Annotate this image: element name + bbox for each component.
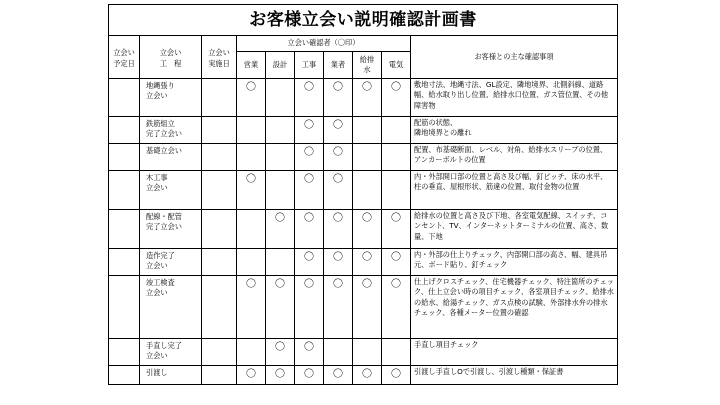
actual-date-cell — [202, 366, 237, 385]
confirmer-mark-cell — [237, 210, 266, 249]
confirmer-mark-cell — [324, 171, 353, 210]
scheduled-date-cell — [109, 339, 140, 366]
confirmer-mark-cell — [295, 339, 324, 366]
role-header: 給排 水 — [353, 52, 382, 79]
circle-mark: 〇 — [333, 147, 343, 158]
confirmer-mark-cell — [295, 249, 324, 276]
actual-date-cell — [202, 339, 237, 366]
confirmer-mark-cell — [266, 144, 295, 171]
table-row — [109, 117, 618, 144]
confirmer-mark-cell — [353, 117, 382, 144]
confirmer-mark-cell — [266, 79, 295, 117]
confirmer-mark-cell — [324, 339, 353, 366]
confirmer-mark-cell — [324, 117, 353, 144]
stage-cell: 鉄筋組立 完了立会い — [140, 117, 202, 144]
confirmer-mark-cell — [237, 117, 266, 144]
confirmer-mark-cell — [353, 144, 382, 171]
confirmer-mark-cell — [324, 79, 353, 117]
confirmer-mark-cell — [353, 339, 382, 366]
actual-date-cell — [202, 171, 237, 210]
circle-mark: 〇 — [333, 279, 343, 290]
circle-mark: 〇 — [333, 120, 343, 131]
circle-mark: 〇 — [391, 369, 401, 380]
scheduled-date-cell — [109, 366, 140, 385]
confirmer-mark-cell — [295, 144, 324, 171]
confirmer-mark-cell — [295, 276, 324, 339]
confirmer-mark-cell — [324, 276, 353, 339]
items-cell: 配置、布基礎断面、レベル、対角、給排水スリーブの位置、アンカーボルトの位置 — [411, 144, 618, 171]
circle-mark: 〇 — [362, 213, 372, 224]
confirmer-mark-cell — [324, 144, 353, 171]
confirmer-mark-cell — [237, 276, 266, 339]
confirmer-mark-cell — [324, 210, 353, 249]
stage-cell: 地縄張り 立会い — [140, 79, 202, 117]
confirmer-mark-cell — [266, 171, 295, 210]
stage-cell: 木工事 立会い — [140, 171, 202, 210]
actual-date-cell — [202, 276, 237, 339]
table-row — [109, 249, 618, 276]
circle-mark: 〇 — [333, 252, 343, 263]
stage-cell: 手直し完了 立会い — [140, 339, 202, 366]
confirmer-mark-cell — [266, 210, 295, 249]
role-header: 営業 — [237, 52, 266, 79]
actual-date-cell — [202, 210, 237, 249]
confirmer-mark-cell — [266, 339, 295, 366]
stage-cell: 配線・配管 完了立会い — [140, 210, 202, 249]
confirmer-mark-cell — [237, 366, 266, 385]
confirmer-mark-cell — [237, 249, 266, 276]
role-header: 設計 — [266, 52, 295, 79]
circle-mark: 〇 — [304, 213, 314, 224]
confirmer-mark-cell — [324, 366, 353, 385]
confirmer-mark-cell — [324, 249, 353, 276]
confirmer-mark-cell — [266, 366, 295, 385]
confirmer-mark-cell — [295, 171, 324, 210]
items-cell: 給排水の位置と高さ及び下地、各室電気配線、スイッチ、コンセント、TV、インターネットターミナルの位置、高さ、数量、下地 — [411, 210, 618, 249]
header-scheduled-date: 立会い 予定日 — [109, 36, 140, 79]
circle-mark: 〇 — [275, 213, 285, 224]
confirmer-mark-cell — [266, 249, 295, 276]
circle-mark: 〇 — [333, 174, 343, 185]
confirmer-mark-cell — [382, 366, 411, 385]
role-header: 工事 — [295, 52, 324, 79]
stage-cell: 引渡し — [140, 366, 202, 385]
role-header: 電気 — [382, 52, 411, 79]
plan-table — [108, 4, 618, 385]
scheduled-date-cell — [109, 210, 140, 249]
circle-mark: 〇 — [362, 369, 372, 380]
circle-mark: 〇 — [246, 369, 256, 380]
table-row — [109, 79, 618, 117]
table-row — [109, 366, 618, 385]
circle-mark: 〇 — [246, 174, 256, 185]
document-title: お客様立会い説明確認計画書 — [109, 5, 618, 36]
header-items: お客様との主な確認事項 — [411, 36, 618, 79]
circle-mark: 〇 — [333, 213, 343, 224]
table-row — [109, 144, 618, 171]
items-cell: 内・外部の仕上りチェック、内部開口部の高さ、幅、建具吊元、ボード貼り、釘チェック — [411, 249, 618, 276]
confirmer-mark-cell — [295, 210, 324, 249]
confirmer-mark-cell — [382, 276, 411, 339]
confirmer-mark-cell — [353, 276, 382, 339]
confirmer-mark-cell — [353, 79, 382, 117]
confirmer-mark-cell — [382, 144, 411, 171]
items-cell: 手直し項目チェック — [411, 339, 618, 366]
confirmer-mark-cell — [382, 339, 411, 366]
scheduled-date-cell — [109, 276, 140, 339]
confirmer-mark-cell — [353, 366, 382, 385]
items-cell: 引渡し手直しOで引渡し、引渡し種類・保証書 — [411, 366, 618, 385]
circle-mark: 〇 — [391, 252, 401, 263]
confirmer-mark-cell — [353, 249, 382, 276]
scheduled-date-cell — [109, 117, 140, 144]
circle-mark: 〇 — [304, 252, 314, 263]
circle-mark: 〇 — [362, 279, 372, 290]
actual-date-cell — [202, 144, 237, 171]
actual-date-cell — [202, 117, 237, 144]
scheduled-date-cell — [109, 144, 140, 171]
confirmer-mark-cell — [266, 117, 295, 144]
confirmer-mark-cell — [382, 79, 411, 117]
confirmer-mark-cell — [237, 339, 266, 366]
circle-mark: 〇 — [304, 342, 314, 353]
confirmer-mark-cell — [237, 144, 266, 171]
circle-mark: 〇 — [333, 369, 343, 380]
circle-mark: 〇 — [275, 279, 285, 290]
confirmer-mark-cell — [237, 79, 266, 117]
items-cell: 敷地寸法、地縄寸法、GL設定、隣地境界、北側斜線、道路幅、給水取り出し位置、給排水口位置、ガス管位置、その他障害物 — [411, 79, 618, 117]
confirmer-mark-cell — [382, 171, 411, 210]
scheduled-date-cell — [109, 249, 140, 276]
confirmer-mark-cell — [353, 171, 382, 210]
circle-mark: 〇 — [304, 174, 314, 185]
actual-date-cell — [202, 249, 237, 276]
circle-mark: 〇 — [304, 279, 314, 290]
table-row — [109, 171, 618, 210]
header-actual-date: 立会い 実施日 — [202, 36, 237, 79]
table-row — [109, 339, 618, 366]
confirmer-mark-cell — [353, 210, 382, 249]
stage-cell: 造作完了 立会い — [140, 249, 202, 276]
circle-mark: 〇 — [362, 82, 372, 93]
confirmer-mark-cell — [295, 117, 324, 144]
scheduled-date-cell — [109, 171, 140, 210]
confirmation-plan-sheet — [108, 4, 617, 401]
items-cell: 配筋の状態、 隣地境界との離れ — [411, 117, 618, 144]
role-header: 業者 — [324, 52, 353, 79]
items-cell: 仕上げクロスチェック、住宅機器チェック、特注箇所のチェック、仕上立会い時の項目チェック、各室項目チェック、給排水の給水、給湯チェック、ガス点検の試験、外部排水弁の排水チェック、各種メーター位置の確認 — [411, 276, 618, 339]
circle-mark: 〇 — [391, 279, 401, 290]
circle-mark: 〇 — [391, 213, 401, 224]
circle-mark: 〇 — [362, 252, 372, 263]
circle-mark: 〇 — [275, 342, 285, 353]
confirmer-mark-cell — [382, 117, 411, 144]
actual-date-cell — [202, 79, 237, 117]
header-stage: 立会い 工 程 — [140, 36, 202, 79]
confirmer-mark-cell — [382, 249, 411, 276]
circle-mark: 〇 — [304, 147, 314, 158]
confirmer-mark-cell — [295, 79, 324, 117]
stage-cell: 基礎立会い — [140, 144, 202, 171]
circle-mark: 〇 — [246, 82, 256, 93]
circle-mark: 〇 — [246, 279, 256, 290]
confirmer-mark-cell — [295, 366, 324, 385]
table-row — [109, 210, 618, 249]
circle-mark: 〇 — [304, 120, 314, 131]
circle-mark: 〇 — [275, 369, 285, 380]
circle-mark: 〇 — [391, 82, 401, 93]
circle-mark: 〇 — [333, 82, 343, 93]
circle-mark: 〇 — [304, 82, 314, 93]
table-row — [109, 276, 618, 339]
stage-cell: 竣工検査 立会い — [140, 276, 202, 339]
scheduled-date-cell — [109, 79, 140, 117]
confirmer-mark-cell — [382, 210, 411, 249]
items-cell: 内・外部開口部の位置と高さ及び幅、釘ピッチ、床の水平、柱の垂直、屋根形状、筋違の位置、取付金物の位置 — [411, 171, 618, 210]
confirmer-mark-cell — [237, 171, 266, 210]
circle-mark: 〇 — [304, 369, 314, 380]
header-confirmers: 立会い確認者（〇印） — [237, 36, 411, 52]
confirmer-mark-cell — [266, 276, 295, 339]
